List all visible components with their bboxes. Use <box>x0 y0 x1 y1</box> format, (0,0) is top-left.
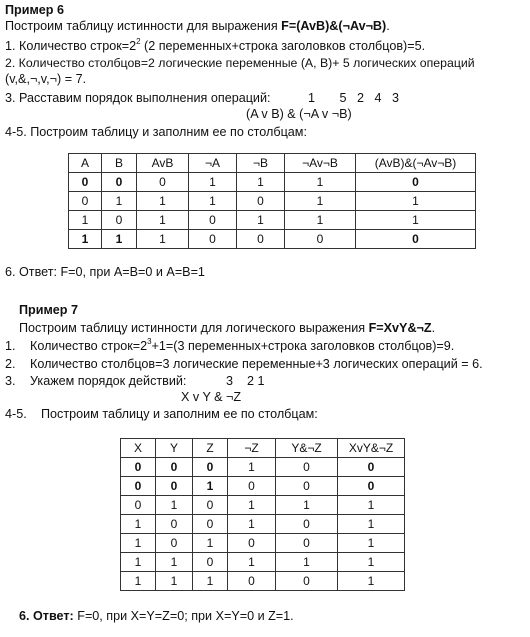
table-cell: 1 <box>338 534 405 553</box>
table-cell: 0 <box>121 496 156 515</box>
header-cell: ¬A <box>189 154 237 173</box>
table-cell: 0 <box>276 515 338 534</box>
table-cell: 0 <box>356 173 476 192</box>
example6-heading: Пример 6 <box>5 3 65 17</box>
table-cell: 0 <box>156 458 193 477</box>
example6-truth-table <box>68 153 476 249</box>
table-cell: 0 <box>193 553 228 572</box>
table-row <box>121 553 405 572</box>
table-cell: 1 <box>189 192 237 211</box>
table-cell: 0 <box>69 192 102 211</box>
example7-step3-number: 3. <box>5 374 16 388</box>
table-row <box>121 534 405 553</box>
table-cell: 0 <box>156 477 193 496</box>
header-cell: XvY&¬Z <box>338 439 405 458</box>
table-cell: 1 <box>121 515 156 534</box>
table-row <box>69 192 476 211</box>
table-cell: 0 <box>193 496 228 515</box>
table-cell: 0 <box>156 534 193 553</box>
header-cell: Y <box>156 439 193 458</box>
table-row <box>69 211 476 230</box>
example7-operation-order: 3 2 1 <box>226 374 265 388</box>
table-cell: 1 <box>228 496 276 515</box>
header-cell: B <box>102 154 137 173</box>
table-cell: 0 <box>237 230 285 249</box>
table-cell: 1 <box>338 572 405 591</box>
table-row <box>69 173 476 192</box>
example7-step2-number: 2. <box>5 357 16 371</box>
table-cell: 1 <box>356 192 476 211</box>
example7-answer: 6. Ответ: F=0, при X=Y=Z=0; при X=Y=0 и Z=1. <box>19 609 294 623</box>
table-cell: 1 <box>137 192 189 211</box>
table-cell: 0 <box>189 211 237 230</box>
table-cell: 1 <box>121 572 156 591</box>
table-cell: 1 <box>137 211 189 230</box>
table-cell: 1 <box>228 515 276 534</box>
example7-step3: Укажем порядок действий: <box>30 374 187 388</box>
header-cell: Y&¬Z <box>276 439 338 458</box>
table-cell: 1 <box>285 211 356 230</box>
header-cell: (AvB)&(¬Av¬B) <box>356 154 476 173</box>
example6-step2: 2. Количество столбцов=2 логические переменные (А, В)+ 5 логических операций <box>5 56 475 70</box>
table-cell: 1 <box>156 496 193 515</box>
table-cell: 1 <box>189 173 237 192</box>
example6-step1: 1. Количество $строк=2^2$ (2 переменных+строка заголовков столбцов)=5. <box>5 36 426 53</box>
table-cell: 0 <box>137 173 189 192</box>
example6-step45: 4-5. Построим таблицу и заполним ее по столбцам: <box>5 125 307 139</box>
table-cell: 0 <box>121 458 156 477</box>
table-cell: 1 <box>285 173 356 192</box>
table-header-row <box>121 439 405 458</box>
table-cell: 0 <box>156 515 193 534</box>
table-cell: 0 <box>237 192 285 211</box>
table-row <box>121 496 405 515</box>
table-cell: 1 <box>338 515 405 534</box>
table-row <box>121 515 405 534</box>
table-cell: 1 <box>276 496 338 515</box>
header-cell: ¬B <box>237 154 285 173</box>
table-cell: 0 <box>102 211 137 230</box>
example7-step45-number: 4-5. <box>5 407 27 421</box>
table-cell: 1 <box>276 553 338 572</box>
table-cell: 0 <box>276 572 338 591</box>
table-cell: 1 <box>228 553 276 572</box>
example6-expression: (A v B) & (¬A v ¬B) <box>246 107 352 121</box>
table-header-row <box>69 154 476 173</box>
table-cell: 1 <box>338 553 405 572</box>
table-cell: 0 <box>189 230 237 249</box>
header-cell: ¬Av¬B <box>285 154 356 173</box>
table-cell: 1 <box>102 192 137 211</box>
example7-task: Построим таблицу истинности для логического выражения F=XvY&¬Z. <box>19 321 436 335</box>
example7-expression: X v Y & ¬Z <box>181 390 242 404</box>
table-cell: 0 <box>276 458 338 477</box>
table-cell: 1 <box>156 553 193 572</box>
header-cell: X <box>121 439 156 458</box>
header-cell: A <box>69 154 102 173</box>
table-cell: 1 <box>193 477 228 496</box>
example7-truth-table <box>120 438 405 591</box>
table-cell: 1 <box>69 211 102 230</box>
table-cell: 0 <box>121 477 156 496</box>
example6-operation-order: 1 5 2 4 3 <box>308 91 400 105</box>
table-cell: 1 <box>156 572 193 591</box>
example7-heading: Пример 7 <box>19 303 79 317</box>
table-cell: 0 <box>228 477 276 496</box>
example7-step1: Количество $строк=2^3+1=(3$ переменных+строка заголовков столбцов)=9. <box>30 336 455 353</box>
table-cell: 0 <box>338 477 405 496</box>
example7-step45: Построим таблицу и заполним ее по столбцам: <box>41 407 318 421</box>
table-cell: 0 <box>69 173 102 192</box>
example6-step2-ops: (v,&,¬,v,¬) = 7. <box>5 72 87 86</box>
table-cell: 1 <box>137 230 189 249</box>
header-cell: AvB <box>137 154 189 173</box>
table-cell: 1 <box>237 211 285 230</box>
table-cell: 1 <box>69 230 102 249</box>
table-cell: 1 <box>356 211 476 230</box>
table-row <box>121 458 405 477</box>
table-cell: 0 <box>102 173 137 192</box>
table-row <box>121 572 405 591</box>
table-cell: 1 <box>237 173 285 192</box>
table-cell: 0 <box>356 230 476 249</box>
table-row <box>69 230 476 249</box>
table-cell: 1 <box>193 534 228 553</box>
table-cell: 1 <box>228 458 276 477</box>
table-row <box>121 477 405 496</box>
table-cell: 1 <box>338 496 405 515</box>
table-cell: 1 <box>285 192 356 211</box>
table-cell: 0 <box>193 458 228 477</box>
header-cell: Z <box>193 439 228 458</box>
table-cell: 0 <box>276 534 338 553</box>
example7-step2: Количество столбцов=3 логические переменные+3 логических операций = 6. <box>30 357 483 371</box>
table-cell: 0 <box>338 458 405 477</box>
table-cell: 1 <box>121 534 156 553</box>
table-cell: 0 <box>276 477 338 496</box>
table-cell: 0 <box>193 515 228 534</box>
header-cell: ¬Z <box>228 439 276 458</box>
table-cell: 0 <box>228 572 276 591</box>
table-cell: 0 <box>228 534 276 553</box>
table-cell: 1 <box>193 572 228 591</box>
example6-task: Построим таблицу истинности для выражения F=(AvB)&(¬Av¬B). <box>5 19 390 33</box>
table-cell: 1 <box>102 230 137 249</box>
example6-answer: 6. Ответ: F=0, при А=В=0 и А=В=1 <box>5 265 205 279</box>
example7-step1-number: 1. <box>5 339 16 353</box>
table-cell: 1 <box>121 553 156 572</box>
table-cell: 0 <box>285 230 356 249</box>
example6-step3: 3. Расставим порядок выполнения операций: <box>5 91 271 105</box>
